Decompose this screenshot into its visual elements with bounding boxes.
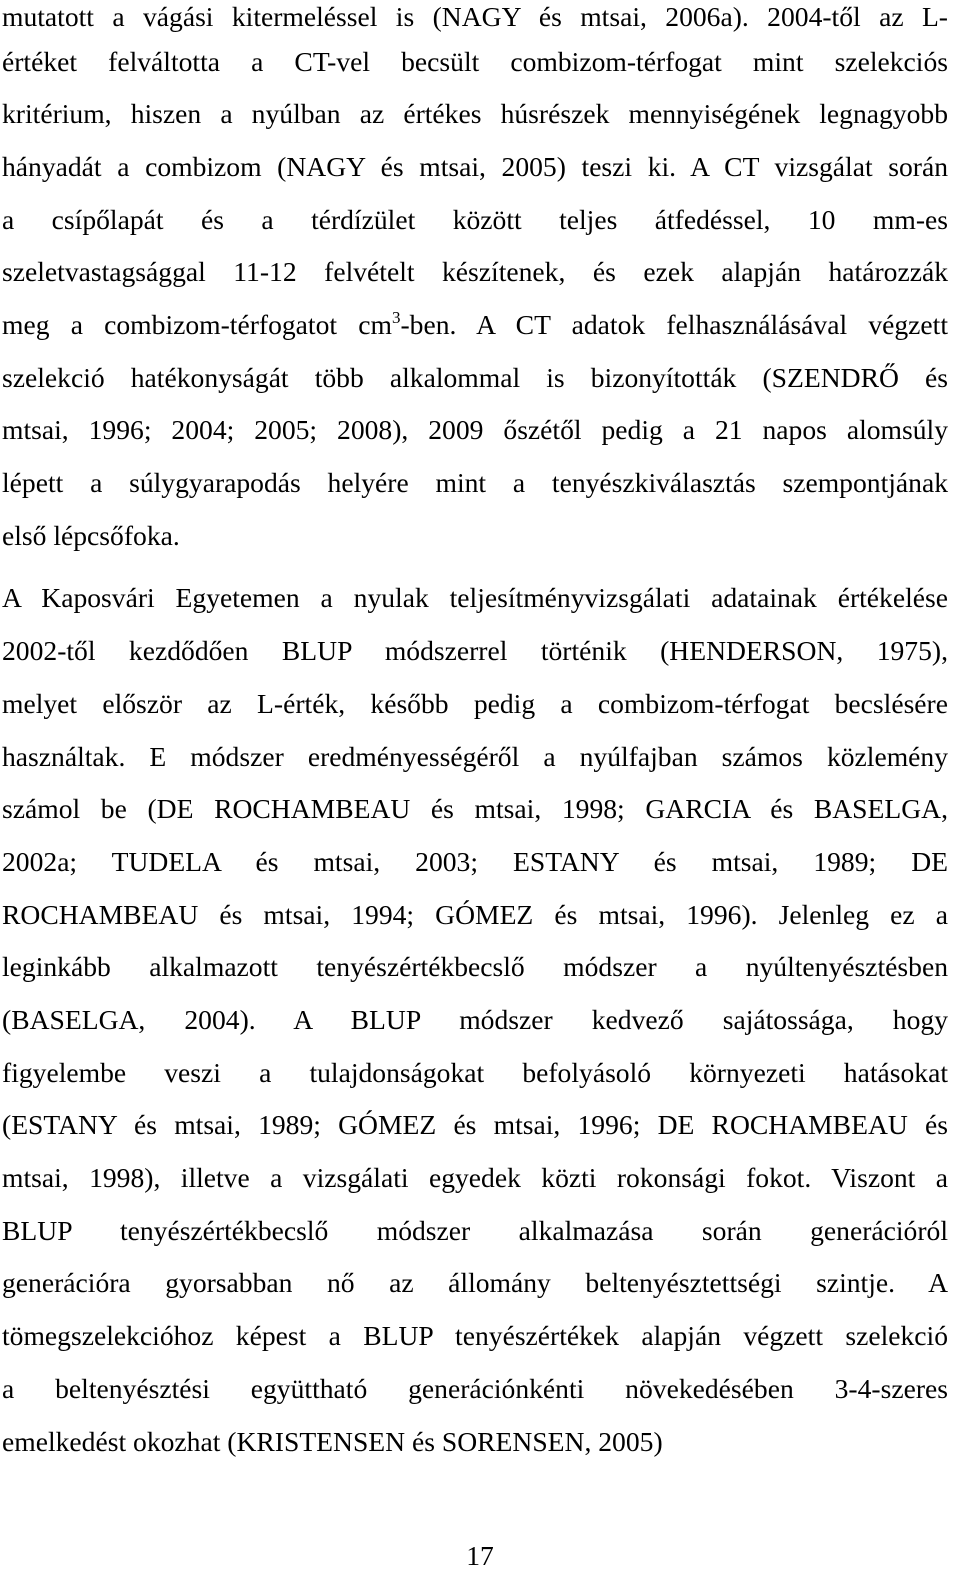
text-line: generációra gyorsabban nő az állomány beltenyésztettségi szintje. A bbox=[2, 1267, 948, 1298]
text-line: lépett a súlygyarapodás helyére mint a tenyészkiválasztás szempontjának bbox=[2, 467, 948, 498]
page-number: 17 bbox=[466, 1540, 494, 1571]
text-line: első lépcsőfoka. bbox=[2, 520, 180, 551]
text-line: (BASELGA, 2004). A BLUP módszer kedvező sajátossága, hogy bbox=[2, 1004, 948, 1035]
text-line: mtsai, 1998), illetve a vizsgálati egyedek közti rokonsági fokot. Viszont a bbox=[2, 1162, 948, 1193]
text-line: 2002-től kezdődően BLUP módszerrel történik (HENDERSON, 1975), bbox=[2, 635, 948, 666]
text-line: emelkedést okozhat (KRISTENSEN és SORENSEN, 2005) bbox=[2, 1426, 663, 1457]
text-line bbox=[2, 308, 948, 342]
text-line: szeletvastagsággal 11-12 felvételt készítenek, és ezek alapján határozzák bbox=[2, 256, 948, 287]
text-line: a beltenyésztési együttható generációnkénti növekedésében 3-4-szeres bbox=[2, 1373, 948, 1404]
text-line: használtak. E módszer eredményességéről a nyúlfajban számos közlemény bbox=[2, 741, 948, 772]
text-fragment: -ben. A CT adatok felhasználásával végzett bbox=[400, 309, 948, 340]
text-line: számol be (DE ROCHAMBEAU és mtsai, 1998; GARCIA és BASELGA, bbox=[2, 793, 948, 824]
superscript: 3 bbox=[391, 308, 401, 327]
text-fragment: meg a combizom-térfogatot cm bbox=[2, 309, 392, 340]
text-line: a csípőlapát és a térdízület között teljes átfedéssel, 10 mm-es bbox=[2, 204, 948, 235]
text-line: (ESTANY és mtsai, 1989; GÓMEZ és mtsai, 1996; DE ROCHAMBEAU és bbox=[2, 1109, 948, 1140]
text-line: ROCHAMBEAU és mtsai, 1994; GÓMEZ és mtsai, 1996). Jelenleg ez a bbox=[2, 899, 948, 930]
text-line: 2002a; TUDELA és mtsai, 2003; ESTANY és mtsai, 1989; DE bbox=[2, 846, 948, 877]
text-line: BLUP tenyészértékbecslő módszer alkalmazása során generációról bbox=[2, 1215, 948, 1246]
text-line: melyet először az L-érték, később pedig a combizom-térfogat becslésére bbox=[2, 688, 948, 719]
text-line: kritérium, hiszen a nyúlban az értékes húsrészek mennyiségének legnagyobb bbox=[2, 98, 948, 129]
text-line: A Kaposvári Egyetemen a nyulak teljesítményvizsgálati adatainak értékelése bbox=[2, 582, 948, 613]
text-line: mutatott a vágási kitermeléssel is (NAGY és mtsai, 2006a). 2004-től az L- bbox=[2, 1, 948, 32]
text-line: hányadát a combizom (NAGY és mtsai, 2005) teszi ki. A CT vizsgálat során bbox=[2, 151, 948, 182]
text-line: leginkább alkalmazott tenyészértékbecslő módszer a nyúltenyésztésben bbox=[2, 951, 948, 982]
text-line: figyelembe veszi a tulajdonságokat befolyásoló környezeti hatásokat bbox=[2, 1057, 948, 1088]
text-line: mtsai, 1996; 2004; 2005; 2008), 2009 őszétől pedig a 21 napos alomsúly bbox=[2, 414, 948, 445]
text-line: szelekció hatékonyságát több alkalommal is bizonyították (SZENDRŐ és bbox=[2, 362, 948, 393]
text-line: tömegszelekcióhoz képest a BLUP tenyészértékek alapján végzett szelekció bbox=[2, 1320, 948, 1351]
text-line: értéket felváltotta a CT-vel becsült combizom-térfogat mint szelekciós bbox=[2, 46, 948, 77]
